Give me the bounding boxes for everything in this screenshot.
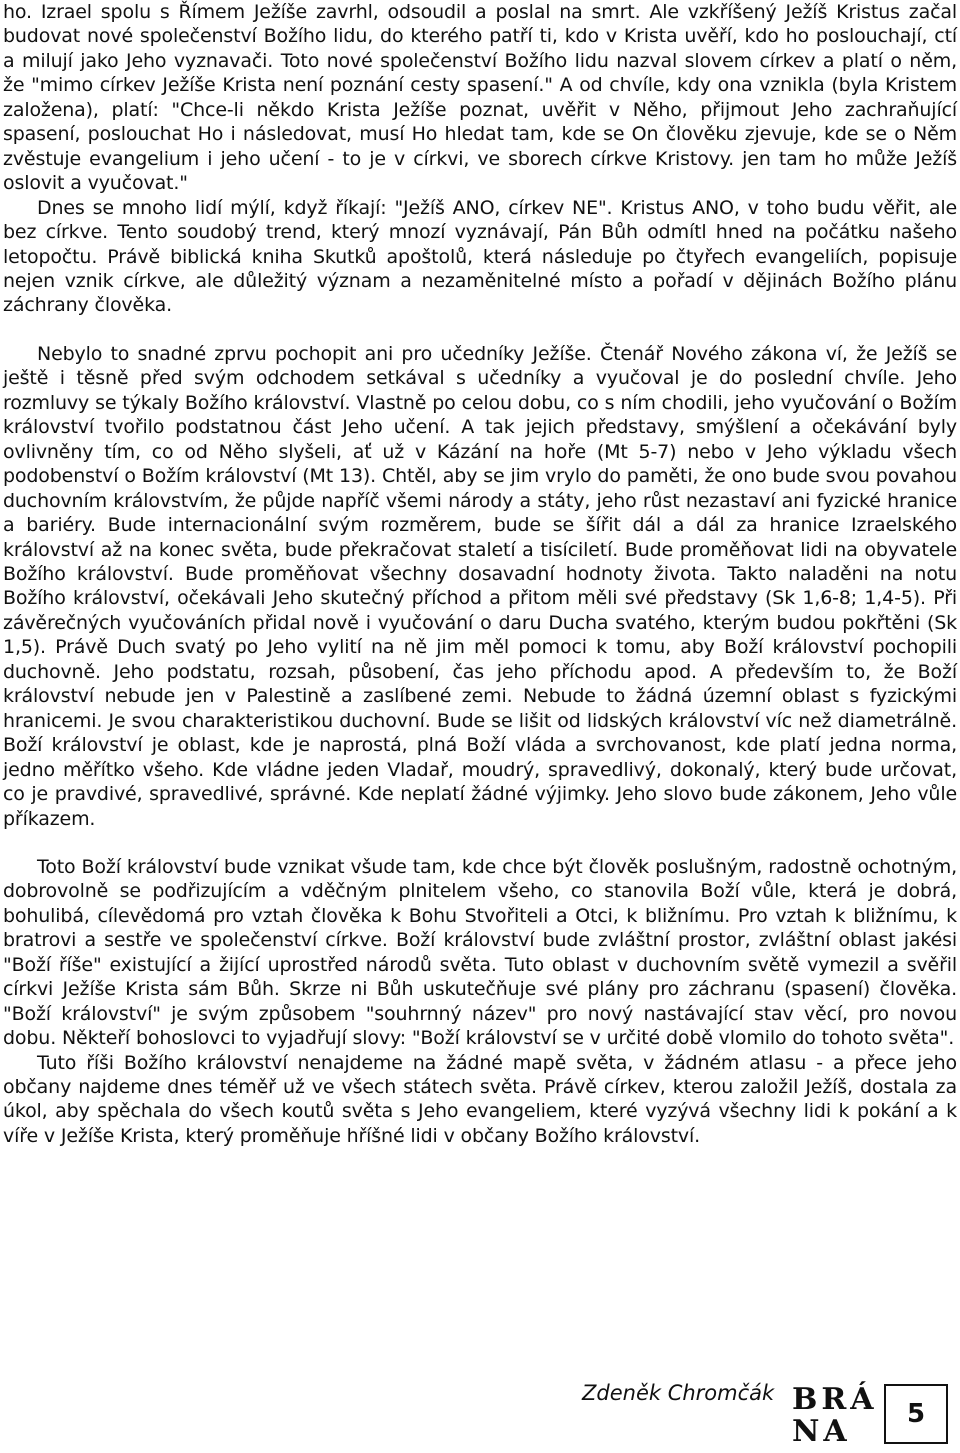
logo-top-row: BRÁ	[792, 1382, 878, 1417]
paragraph-church-trend: Dnes se mnoho lidí mýlí, když říkají: "Ježíš ANO, církev NE". Kristus ANO, v toho budu věřit, ale bez církve. Tento soudobý trend, který mnozí vyznávají, Pán Bůh odmítl hned na počátku našeho letopočtu. Právě biblická kniha Skutků apoštolů, která následuje po čtyřech evangeliích, popisuje nejen vznik církve, ale důležitý význam a nezaměnitelné místo a pořadí v dějinách Božího plánu záchrany člověka.	[3, 196, 957, 317]
brana-logo	[792, 1382, 880, 1448]
paragraph-kingdom-emergence: Toto Boží království bude vznikat všude tam, kde chce být člověk poslušným, radostně ochotným, dobrovolně se podřizujícím a vděčným plnitelem všeho, co stanovila Boží vůle, která je dobrá, bohulibá, cílevědomá pro vztah člověka k Bohu Stvořiteli a Otci, k bližnímu. Pro vztah k bližnímu, k bratrovi a sestře ve společenství církve. Boží království bude zvláštní prostor, zvláštní oblast jakési "Boží říše" existující a žijící uprostřed národů světa. Tuto oblast v duchovním světě vymezil a svěřil církvi Ježíše Krista sám Bůh. Skrze ni Bůh uskutečňuje své plány pro záchranu (spasení) člověka. "Boží království" je svým způsobem "souhrnný název" pro nový nastávající stav věcí, pro novou dobu. Někteří bohoslovci to vyjadřují slovy: "Boží království se v určité době vlomilo do tohoto světa".	[3, 855, 957, 1050]
page-number: 5	[884, 1384, 948, 1444]
paragraph-continuation: ho. Izrael spolu s Římem Ježíše zavrhl, odsoudil a poslal na smrt. Ale vzkříšený Ježíš Kristus začal budovat nové společenství Božího lidu, do kterého patří ti, kdo v Krista uvěří, kdo ho poslouchají, ctí a milují jako Jeho vyznavači. Toto nové společenství Božího lidu nazval slovem církev a platí o něm, že "mimo církev Ježíše Krista není poznání cesty spasení." A od chvíle, kdy ona vznikla (byla Kristem založena), platí: "Chce-li někdo Krista Ježíše poznat, uvěřit v Něho, přijmout Jeho zachraňující spasení, poslouchat Ho i následovat, musí Ho hledat tam, kde se On člověku zjevuje, kde se o Něm zvěstuje evangelium i jeho učení - to je v církvi, ve sborech církve Kristovy. jen tam ho může Ježíš oslovit a vyučovat."	[3, 1, 957, 195]
article-body	[3, 0, 957, 1148]
author-signature: Zdeněk Chromčák	[582, 1381, 775, 1405]
logo-bottom-row: NA	[792, 1414, 851, 1449]
paragraph-kingdom-citizens: Tuto říši Božího království nenajdeme na žádné mapě světa, v žádném atlasu - a přece jeho občany najdeme dnes téměř už ve všech státech světa. Právě církev, kterou založil Ježíš, dostala za úkol, aby spěchala do všech koutů světa s Jeho evangeliem, které vyzývá všechny lidi k pokání a k víře v Ježíše Krista, který proměňuje hříšné lidi v občany Božího království.	[3, 1051, 957, 1147]
paragraph-kingdom-teaching: Nebylo to snadné zprvu pochopit ani pro učedníky Ježíše. Čtenář Nového zákona ví, že Ježíš se ještě i těsně před svým odchodem setkával s učedníky a vyučoval je do poslední chvíle. Jeho rozmluvy se týkaly Božího království. Vlastně po celou dobu, co s ním chodili, jeho vyučování o Božím království tvořilo podstatnou část Jeho učení. A tak jejich představy, smýšlení a očekávání byly ovlivněny tím, co od Něho slyšeli, ať už v Kázání na hoře (Mt 5-7) nebo v Jeho výkladu všech podobenství o Božím království (Mt 13). Chtěl, aby se jim vrylo do paměti, že ono bude svou povahou duchovním královstvím, že půjde napříč všemi národy a státy, jeho růst nezastaví ani fyzické hranice a bariéry. Bude internacionální svým rozměrem, bude se šířit dál a dál za hranice Izraelského království až na konec světa, bude překračovat staletí a tisíciletí. Bude proměňovat lidi na obyvatele Božího království. Bude proměňovat všechny dosavadní hodnoty života. Takto naladěni na notu Božího království, očekávali Jeho skutečný příchod a přitom měli své představy (Sk 1,6-8; 1,4-5). Při závěrečných vyučováních přidal nově i vyučování o daru Ducha svatého, kterým budou pokřtěni (Sk 1,5). Právě Duch svatý po Jeho vylití na ně jim měl pomoci k tomu, aby Boží království pochopili duchovně. Jeho podstatu, rozsah, působení, čas jeho příchodu apod. A především to, že Boží království nebude jen v Palestině a zaslíbené zemi. Nebude to žádná územní oblast s fyzickými hranicemi. Je svou charakteristikou duchovní. Bude se lišit od lidských království víc než diametrálně. Boží království je oblast, kde je naprostá, plná Boží vláda a svrchovanost, kde platí jedna norma, jedno měřítko všeho. Kde vládne jeden Vladař, moudrý, spravedlivý, dokonalý, který bude určovat, co je pravdivé, spravedlivé, správné. Kde neplatí žádné výjimky. Jeho slovo bude zákonem, Jeho vůle příkazem.	[3, 342, 957, 830]
